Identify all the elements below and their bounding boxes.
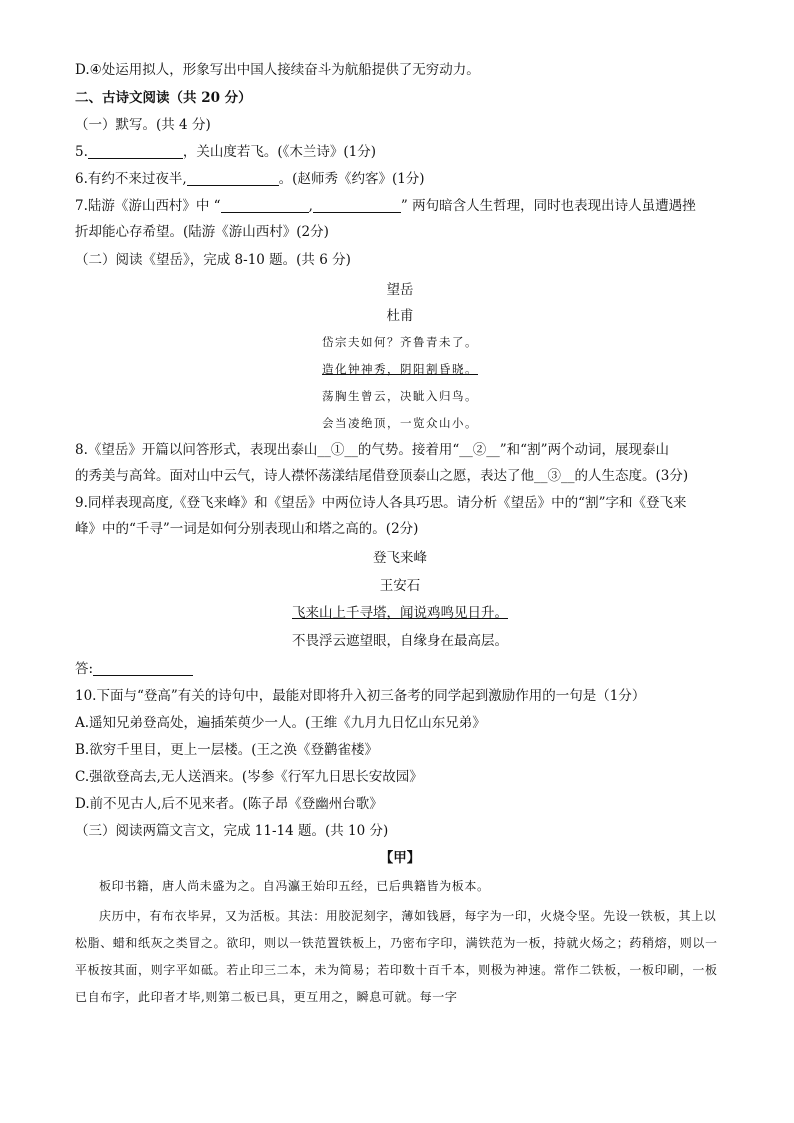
question-10-option-a: A.遥知兄弟登高处，遍插茱萸少一人。(王维《九月九日忆山东兄弟》 — [75, 715, 486, 731]
question-10: 10.下面与“登高”有关的诗句中，最能对即将升入初三备考的同学起到激励作用的一句是（1分） — [75, 688, 646, 704]
q7-comma: , — [308, 198, 313, 214]
poem-2-line-1-text: 飞来山上千寻塔，闻说鸡鸣见日升。 — [292, 605, 508, 621]
q6-blank[interactable] — [187, 170, 279, 186]
q5-number: 5. — [75, 144, 88, 160]
poem-2-line-1 — [75, 603, 725, 623]
option-d-text: D.④处运用拟人，形象写出中国人接续奋斗为航船提供了无穷动力。 — [75, 62, 480, 78]
poem-2-author: 王安石 — [379, 578, 421, 594]
question-5 — [75, 142, 725, 162]
q7-blank-1[interactable] — [221, 197, 309, 213]
question-6 — [75, 169, 725, 189]
part-1-title: （一）默写。(共 4 分) — [75, 117, 211, 133]
poem-1-line-1: 岱宗夫如何？齐鲁青未了。 — [322, 335, 478, 349]
poem-2-line-2: 不畏浮云遮望眼，自缘身在最高层。 — [292, 633, 508, 649]
answer-line — [75, 659, 725, 679]
question-9-line-2: 峰》中的“千寻”一词是如何分别表现山和塔之高的。(2分) — [75, 521, 419, 537]
poem-1-line-2 — [75, 359, 725, 379]
q7-suffix: ” 两句暗含人生哲理，同时也表现出诗人虽遭遇挫 — [400, 198, 696, 214]
question-10-option-b: B.欲穷千里目，更上一层楼。(王之涣《登鹳雀楼》 — [75, 742, 378, 758]
question-8-line-2: 的秀美与高耸。面对山中云气，诗人襟怀荡漾结尾借登顶泰山之愿，表达了他__③__的人生态度。(3分) — [75, 468, 689, 484]
question-10-option-d: D.前不见古人,后不见来者。(陈子昂《登幽州台歌》 — [75, 796, 383, 812]
q7-blank-2[interactable] — [313, 197, 401, 213]
question-10-option-c: C.强欲登高去,无人送酒来。(岑参《行军九日思长安故园》 — [75, 769, 423, 785]
q6-prefix: 6.有约不来过夜半, — [75, 171, 187, 187]
question-7-line-1 — [75, 196, 725, 216]
q6-text: 。(赵师秀《约客》(1分) — [278, 171, 425, 187]
passage-jia-title: 【甲】 — [379, 850, 421, 866]
q5-blank[interactable] — [88, 143, 183, 159]
question-8-line-1: 8.《望岳》开篇以问答形式，表现出泰山__①__的气势。接着用“__②__”和“割”两个动词，展现泰山 — [75, 442, 669, 458]
poem-1-line-2-text: 造化钟神秀，阴阳割昏晓。 — [322, 362, 478, 376]
poem-1-title: 望岳 — [386, 282, 414, 298]
part-2-title: （二）阅读《望岳》，完成 8-10 题。(共 6 分) — [75, 252, 351, 268]
answer-label: 答: — [75, 661, 94, 677]
answer-blank[interactable] — [93, 660, 193, 676]
poem-2-title: 登飞来峰 — [373, 550, 427, 566]
q5-text: ，关山度若飞。(《木兰诗》(1分) — [182, 144, 377, 160]
question-7-line-2: 折却能心存希望。(陆游《游山西村》(2分) — [75, 224, 329, 240]
passage-jia-paragraph-1: 板印书籍，唐人尚未盛为之。自冯瀛王始印五经，已后典籍皆为板本。 — [99, 879, 490, 893]
question-9-line-1: 9.同样表现高度,《登飞来峰》和《望岳》中两位诗人各具巧思。请分析《望岳》中的“割”字和《登飞来 — [75, 495, 687, 511]
passage-jia-paragraph-2: 庆历中，有布衣毕昇，又为活板。其法：用胶泥刻字，薄如钱唇，每字为一印，火烧令坚。先设一铁板，其上以松脂、蜡和纸灰之类冒之。欲印，则以一铁范置铁板上，乃密布字印，满铁范为一板，持就火炀之；药稍熔，则以一平板按其面，则字平如砥。若止印三二本，未为简易；若印数十百千本，则极为神速。常作二铁板，一板印刷，一板已自布字，此印者才毕,则第二板已具，更互用之，瞬息可就。每一字 — [75, 909, 718, 1004]
q7-prefix: 7.陆游《游山西村》中 “ — [75, 198, 221, 214]
poem-1-line-3: 荡胸生曾云，决眦入归鸟。 — [322, 389, 478, 403]
poem-1-author: 杜甫 — [386, 308, 414, 324]
poem-1-line-4: 会当凌绝顶，一览众山小。 — [322, 416, 478, 430]
section-2-title: 二、古诗文阅读（共 20 分） — [75, 90, 252, 106]
part-3-title: （三）阅读两篇文言文，完成 11-14 题。(共 10 分) — [75, 823, 389, 839]
